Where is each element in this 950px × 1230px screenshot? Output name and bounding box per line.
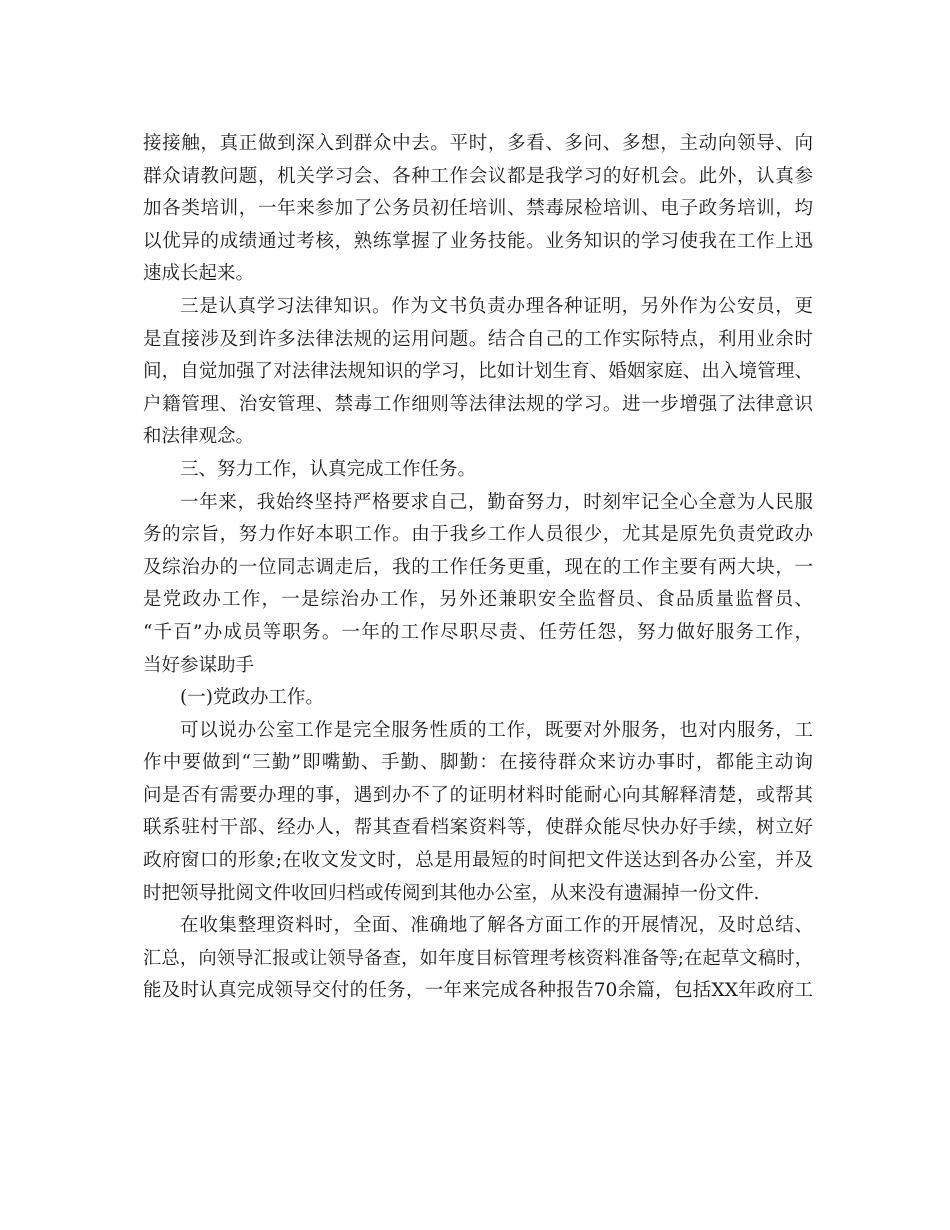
text-line: 群众请教问题，机关学习会、各种工作会议都是我学习的好机会。此外，认真参 (143, 165, 813, 187)
text-line: 接接触，真正做到深入到群众中去。平时，多看、多问、多想，主动向领导、向 (143, 133, 813, 154)
text-line: 加各类培训，一年来参加了公务员初任培训、禁毒尿检培训、电子政务培训，均 (143, 198, 813, 220)
text-line: 间，自觉加强了对法律法规知识的学习，比如计划生育、婚姻家庭、出入境管理、 (143, 361, 813, 383)
text-line: 是党政办工作，一是综治办工作，另外还兼职安全监督员、食品质量监督员、 (143, 589, 813, 611)
paragraph-start-line: 一年来，我始终坚持严格要求自己，勤奋努力，时刻牢记全心全意为人民服 (180, 491, 813, 513)
text-line: 汇总，向领导汇报或让领导备查，如年度目标管理考核资料准备等;在起草文稿时， (143, 947, 813, 969)
text-line: 务的宗旨，努力作好本职工作。由于我乡工作人员很少，尤其是原先负责党政办 (143, 524, 813, 546)
text-line: 及综治办的一位同志调走后，我的工作任务更重，现在的工作主要有两大块，一 (143, 556, 813, 578)
text-line: 联系驻村干部、经办人，帮其查看档案资料等，使群众能尽快办好手续，树立好 (143, 817, 813, 839)
section-heading: 三、努力工作，认真完成工作任务。 (180, 458, 477, 480)
text-line: 当好参谋助手 (143, 654, 255, 676)
subsection-heading: (一)党政办工作。 (180, 687, 324, 709)
text-line: 政府窗口的形象;在收文发文时，总是用最短的时间把文件送达到各办公室，并及 (143, 850, 813, 872)
text-line: 户籍管理、治安管理、禁毒工作细则等法律法规的学习。进一步增强了法律意识 (143, 393, 813, 415)
text-line: 时把领导批阅文件收回归档或传阅到其他办公室，从来没有遗漏掉一份文件. (143, 882, 760, 904)
text-line: 问是否有需要办理的事，遇到办不了的证明材料时能耐心向其解释清楚，或帮其 (143, 784, 813, 806)
paragraph-start-line: 三是认真学习法律知识。作为文书负责办理各种证明，另外作为公安员，更 (180, 295, 813, 317)
text-line: 是直接涉及到许多法律法规的运用问题。结合自己的工作实际特点，利用业余时 (143, 328, 813, 350)
text-line: “千百”办成员等职务。一年的工作尽职尽责、任劳任怨，努力做好服务工作， (143, 621, 813, 643)
text-line: 作中要做到“三勤”即嘴勤、手勤、脚勤：在接待群众来访办事时，都能主动询 (143, 752, 813, 774)
document-body (143, 128, 813, 1008)
text-line: 速成长起来。 (143, 263, 255, 285)
text-line: 以优异的成绩通过考核，熟练掌握了业务技能。业务知识的学习使我在工作上迅 (143, 230, 813, 252)
text-line: 能及时认真完成领导交付的任务，一年来完成各种报告70余篇，包括XX年政府工 (143, 980, 813, 1002)
paragraph-start-line: 在收集整理资料时，全面、准确地了解各方面工作的开展情况，及时总结、 (180, 915, 813, 937)
text-line: 和法律观念。 (143, 426, 255, 448)
paragraph-start-line: 可以说办公室工作是完全服务性质的工作，既要对外服务，也对内服务，工 (180, 719, 813, 741)
